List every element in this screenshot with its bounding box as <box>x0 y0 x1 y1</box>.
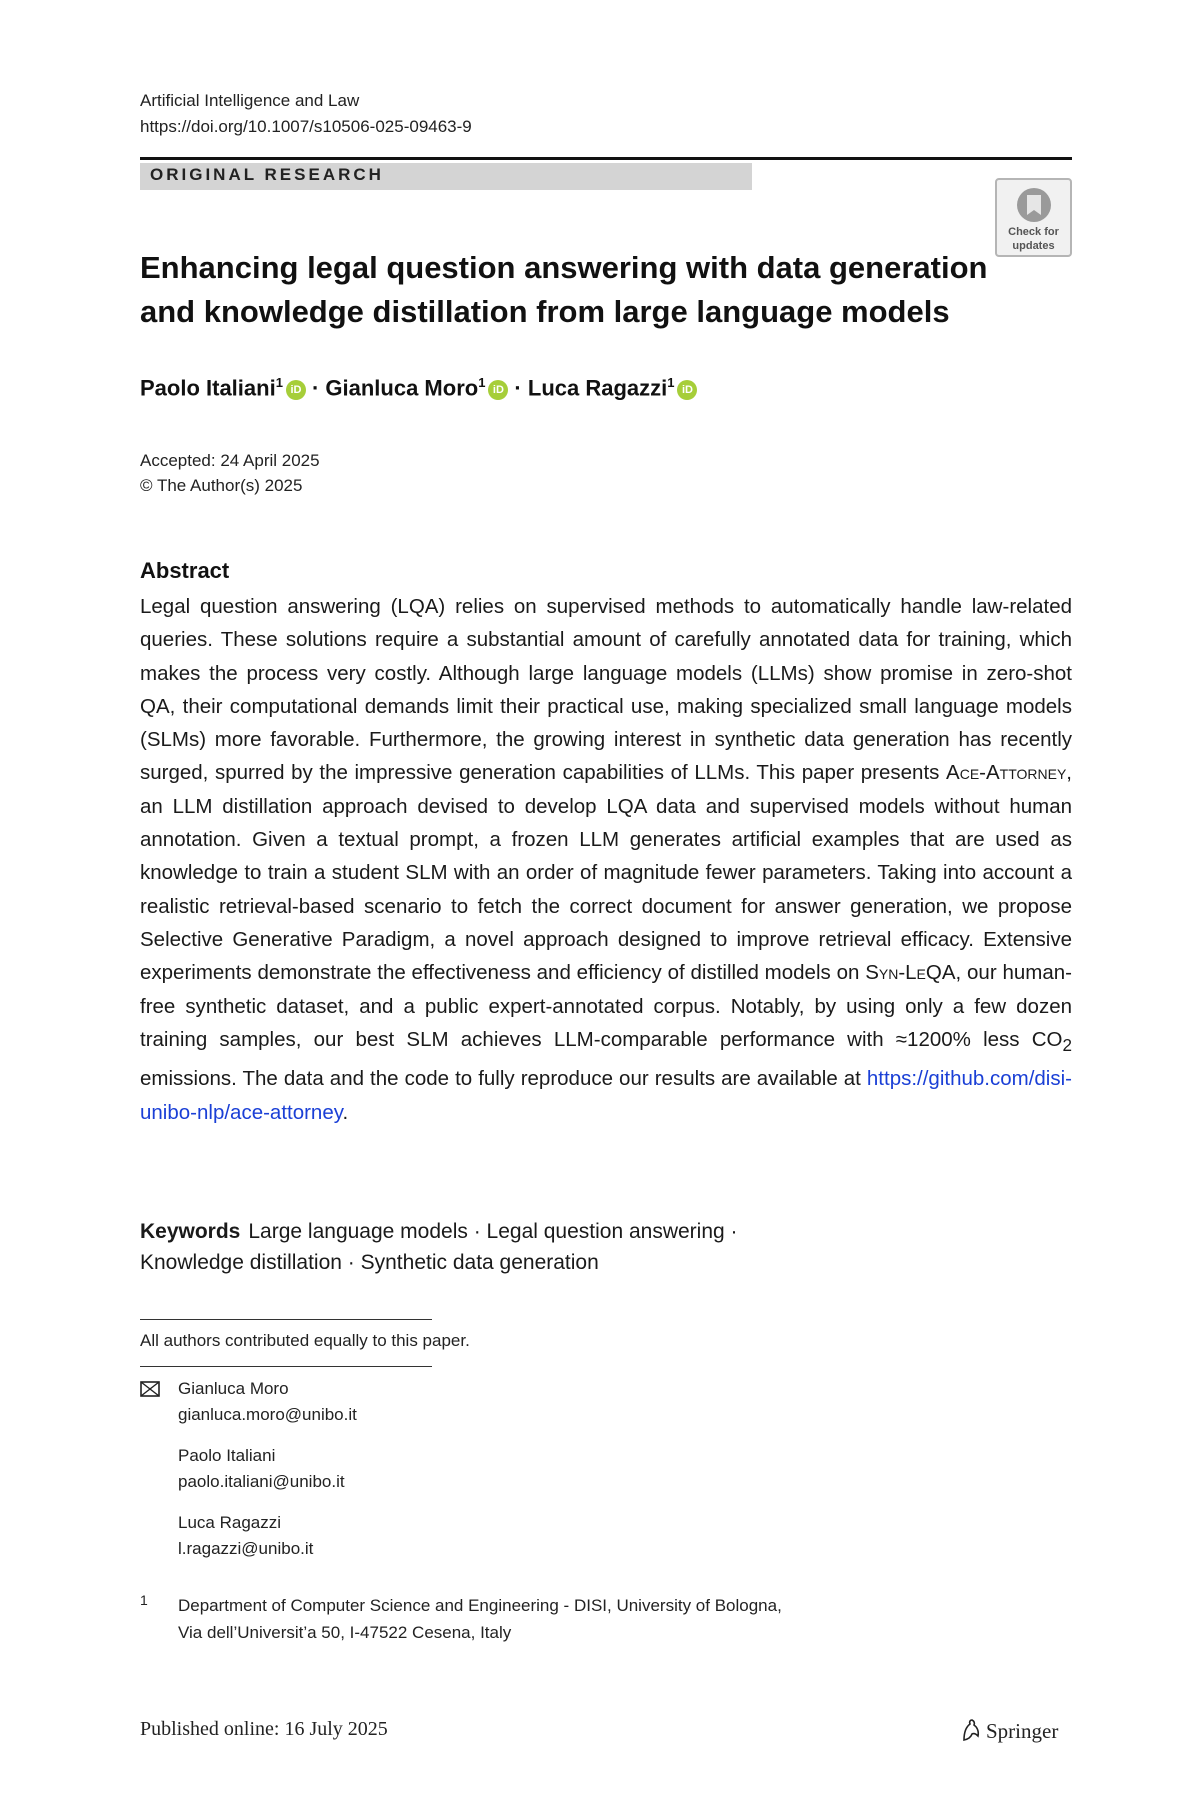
affiliation-number: 1 <box>140 1592 148 1608</box>
accepted-date: Accepted: 24 April 2025 <box>140 451 320 470</box>
contact-name: Paolo Italiani <box>178 1446 276 1465</box>
journal-header <box>140 88 472 140</box>
doi-link[interactable]: https://doi.org/10.1007/s10506-025-09463-9 <box>140 117 472 136</box>
keywords-label: Keywords <box>140 1220 241 1243</box>
author-affil-mark: 1 <box>667 375 675 390</box>
contact-email[interactable]: l.ragazzi@unibo.it <box>178 1539 314 1558</box>
author-name: Luca Ragazzi <box>527 375 668 401</box>
abstract-text: , our human-free synthetic dataset, and a public expert-annotated corpus. Notably, by using only a few dozen training samples, our best SLM achieves LLM-comparable performance with ≈1200% less CO <box>140 961 1072 1051</box>
contact-name: Luca Ragazzi <box>178 1513 282 1532</box>
abstract-text: . <box>342 1100 349 1124</box>
contact-entry <box>178 1376 357 1428</box>
footnote-rule <box>140 1366 432 1367</box>
orcid-icon[interactable]: iD <box>286 380 306 400</box>
abstract-text: , an LLM distillation approach devised to develop LQA data and supervised models without human annotation. Given a textual prompt, a frozen LLM generates artificial examples that are used as knowledge to train a student SLM with an order of magnitude fewer parameters. Taking into account a realistic retrieval-based scenario to fetch the correct document for answer generation, we propose Selective Generative Paradigm, a novel approach designed to improve retrieval efficacy. Extensive experiments demonstrate the effectiveness and efficiency of distilled models on <box>140 761 1072 985</box>
keywords-line: Knowledge distillation · Synthetic data generation <box>140 1251 599 1274</box>
affiliation <box>178 1592 782 1646</box>
author-list <box>140 375 703 401</box>
contact-name: Gianluca Moro <box>178 1379 289 1398</box>
code-link[interactable]: https://github.com/disi-unibo-nlp/ace-attorney <box>140 1067 1072 1124</box>
contact-entry <box>178 1443 345 1495</box>
publisher-logo <box>960 1718 1058 1744</box>
author-name: Gianluca Moro <box>325 375 479 401</box>
footnote: All authors contributed equally to this paper. <box>140 1331 470 1350</box>
abstract-text: Legal question answering (LQA) relies on supervised methods to automatically handle law-related queries. These solutions require a substantial amount of carefully annotated data for training, which makes the process very costly. Although large language models (LLMs) show promise in zero-shot QA, their computational demands limit their practical use, making specialized small language models (SLMs) more favorable. Furthermore, the growing interest in synthetic data generation has recently surged, spurred by the impressive generation capabilities of LLMs. This paper presents <box>140 595 1072 785</box>
copyright: © The Author(s) 2025 <box>140 476 303 495</box>
contact-email[interactable]: gianluca.moro@unibo.it <box>178 1405 357 1424</box>
keywords <box>140 1216 1072 1278</box>
abstract-text: emissions. The data and the code to fully reproduce our results are available at <box>140 1067 867 1091</box>
check-for-updates-badge[interactable] <box>995 178 1072 257</box>
published-date: Published online: 16 July 2025 <box>140 1718 388 1740</box>
contact-entry <box>178 1510 313 1562</box>
contact-email[interactable]: paolo.italiani@unibo.it <box>178 1472 345 1491</box>
journal-name: Artificial Intelligence and Law <box>140 91 360 110</box>
co2-subscript: 2 <box>1062 1035 1072 1055</box>
dates <box>140 448 320 498</box>
author-affil-mark: 1 <box>275 375 283 390</box>
abstract-body <box>140 590 1072 1129</box>
keywords-line: Large language models · Legal question answering · <box>248 1220 738 1243</box>
springer-horse-icon <box>960 1718 982 1742</box>
mail-icon <box>140 1381 160 1397</box>
paper-title: Enhancing legal question answering with data generation and knowledge distillation from large language models <box>140 250 988 329</box>
orcid-icon[interactable]: iD <box>488 380 508 400</box>
system-name: Ace-Attorney <box>946 761 1067 785</box>
author-separator: · <box>311 375 320 401</box>
section-label: ORIGINAL RESEARCH <box>150 165 384 184</box>
check-updates-text-1: Check for <box>1008 226 1059 238</box>
affiliation-line: Via dell’Universit’a 50, I-47522 Cesena, Italy <box>178 1623 512 1642</box>
author-affil-mark: 1 <box>478 375 486 390</box>
author-name: Paolo Italiani <box>140 375 276 401</box>
dataset-name: Syn-LeQA <box>865 961 956 985</box>
bookmark-check-icon <box>1014 186 1054 224</box>
author-separator: · <box>514 375 522 401</box>
affiliation-line: Department of Computer Science and Engineering - DISI, University of Bologna, <box>178 1596 782 1615</box>
publisher-name: Springer <box>986 1719 1059 1743</box>
orcid-icon[interactable]: iD <box>677 380 697 400</box>
footnote-rule <box>140 1319 432 1320</box>
header-rule <box>140 157 1072 160</box>
check-updates-text-2: updates <box>1012 240 1055 252</box>
abstract-heading: Abstract <box>140 558 230 583</box>
